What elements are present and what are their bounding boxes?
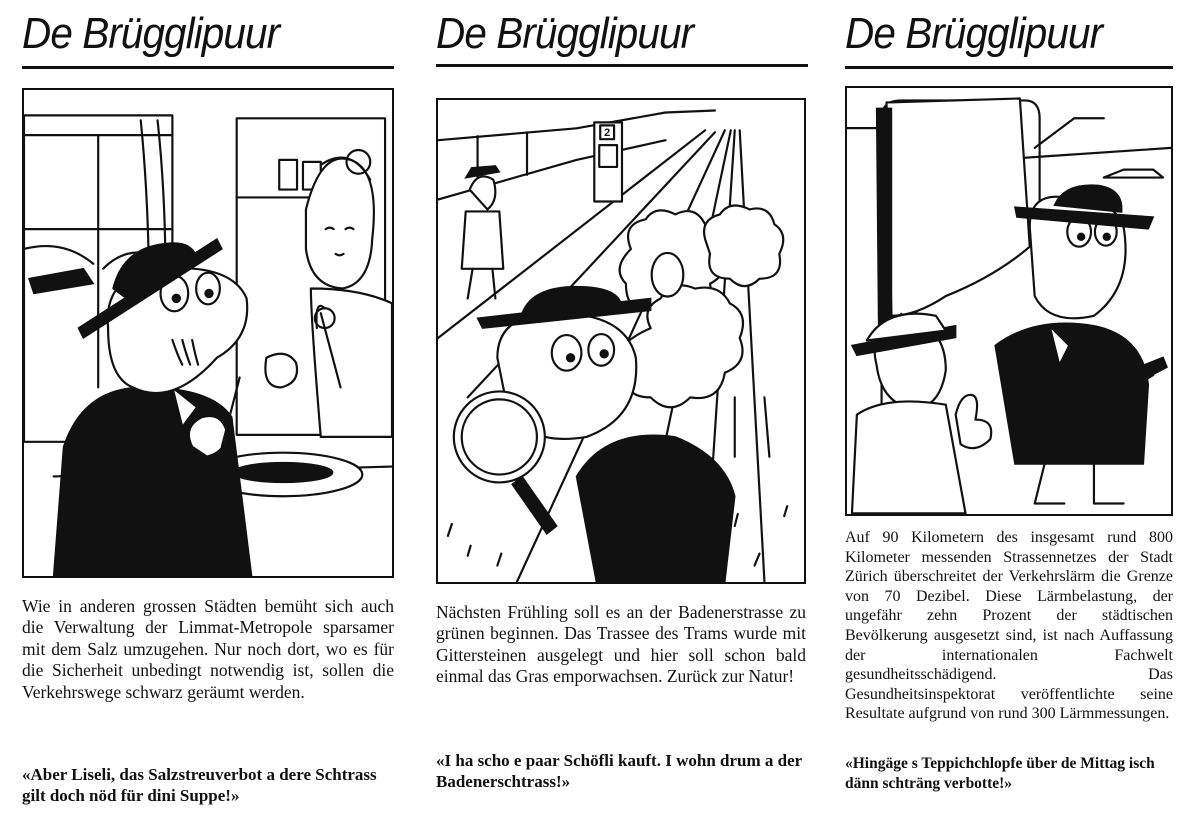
strip-title: De Brügglipuur <box>22 9 280 58</box>
strip-title: De Brügglipuur <box>845 9 1103 58</box>
carpet-beating-illustration <box>847 88 1171 514</box>
title-rule <box>22 66 394 69</box>
tram-number: 2 <box>604 127 611 140</box>
title-rule <box>436 64 808 67</box>
title-rule <box>845 66 1173 69</box>
caption-text: Wie in anderen grossen Städten bemüht sich auch die Verwaltung der Limmat-Metropole sparsamer mit dem Salz umzugehen. Nur noch dort, wo es für die Sicherheit unbedingt notwendig ist, sollen die Verkehrswege schwarz geräumt werden. <box>22 596 394 702</box>
cartoon-panel-tram-track <box>436 98 806 584</box>
kitchen-illustration <box>24 90 392 576</box>
cartoon-panel-kitchen <box>22 88 394 578</box>
strip-title: De Brügglipuur <box>436 9 694 58</box>
cartoon-panel-carpet <box>845 86 1173 516</box>
comic-strip-1 <box>22 0 394 827</box>
tram-track-illustration <box>438 100 804 582</box>
speech-quote: «Hingäge s Teppichchlopfe über de Mittag isch dänn schträng verbotte!» <box>845 755 1155 792</box>
speech-quote: «Aber Liseli, das Salzstreuverbot a dere Schtrass gilt doch nöd für dini Suppe!» <box>22 765 377 805</box>
caption-text: Auf 90 Kilometern des insgesamt rund 800 Kilometer messenden Strassennetzes der Stadt Zürich überschreitet der Verkehrslärm die Grenze von 70 Dezibel. Diese Lärmbelastung, der ungefähr zehn Prozent der städtischen Bevölkerung ausgesetzt sind, ist nach Auffassung der internationalen Fachwelt gesundheitsschädigend. Das Gesundheitsinspektorat veröffentlichte seine Resultate aufgrund von rund 300 Lärmmessungen. <box>845 529 1173 723</box>
speech-quote: «I ha scho e paar Schöfli kauft. I wohn drum a der Badenerschtrass!» <box>436 751 802 791</box>
caption-text: Nächsten Frühling soll es an der Badenerstrasse zu grünen beginnen. Das Trassee des Trams wurde mit Gittersteinen ausgelegt und hier soll schon bald einmal das Gras emporwachsen. Zurück zur Natur! <box>436 602 806 687</box>
comic-strip-2 <box>436 0 808 827</box>
comic-strip-3 <box>845 0 1175 827</box>
